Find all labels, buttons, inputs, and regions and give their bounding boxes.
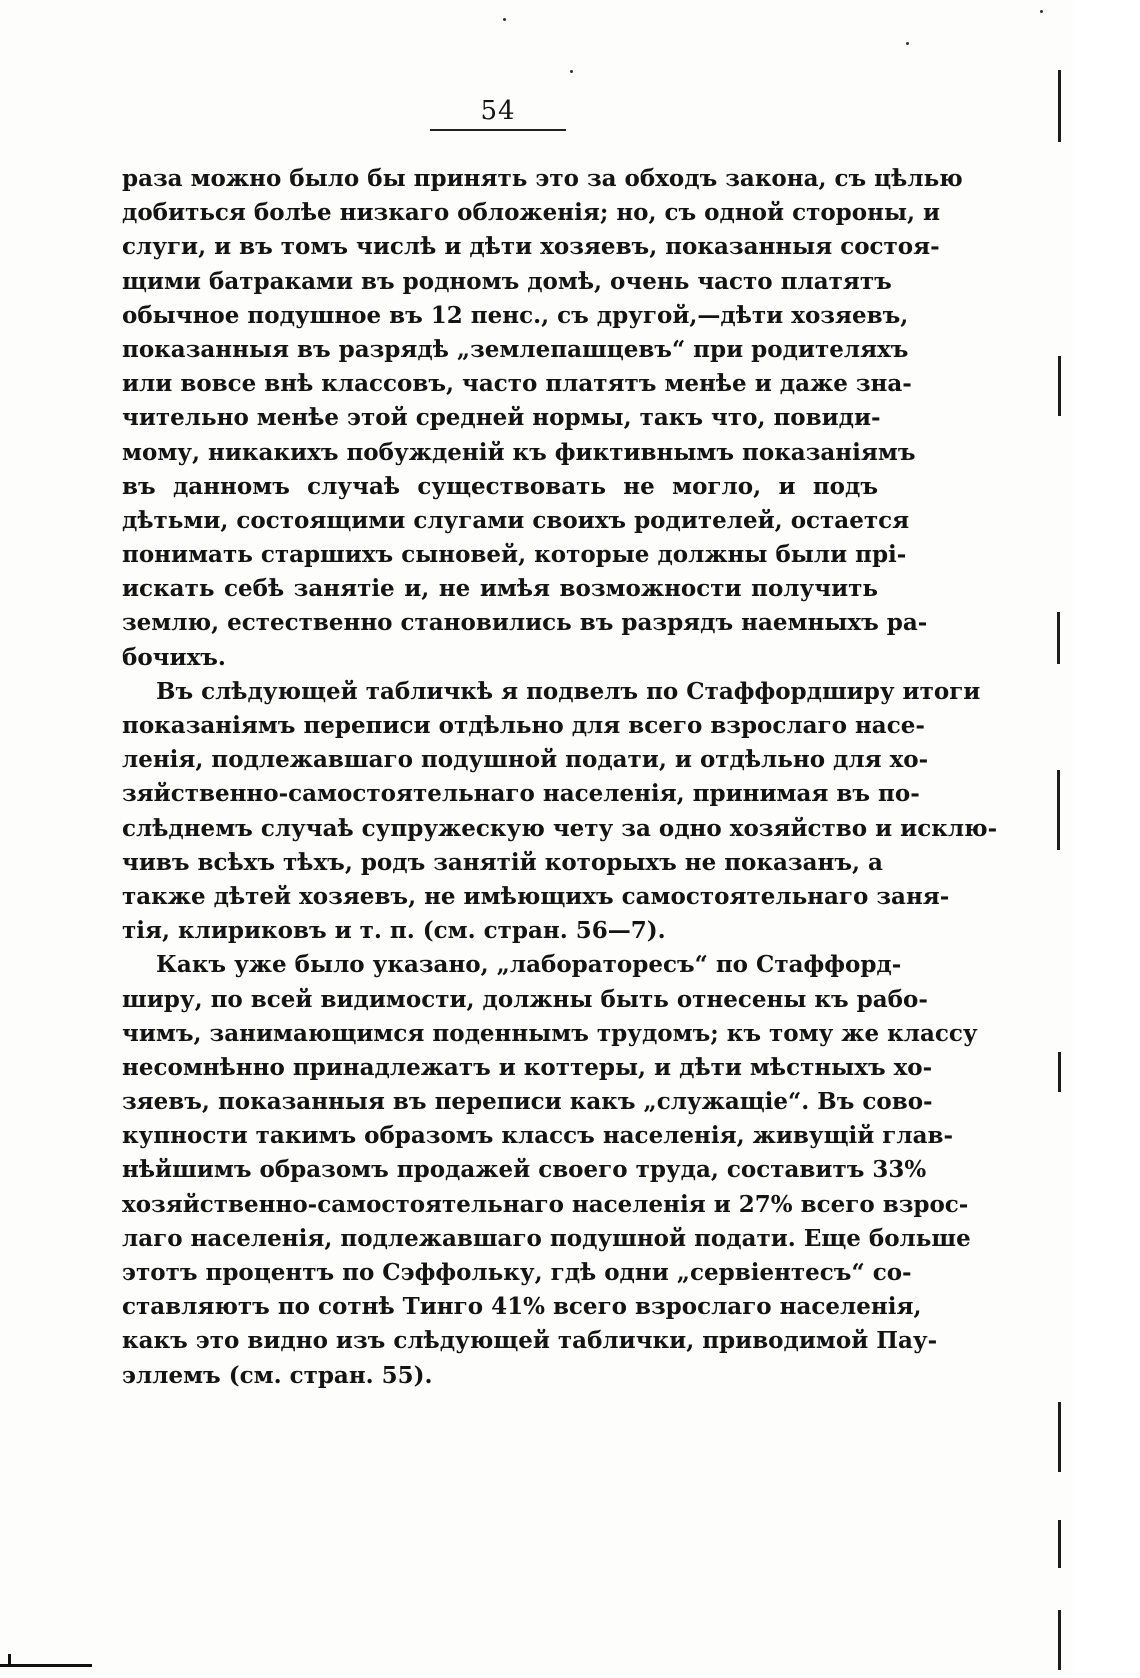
text-line: какъ это видно изъ слѣдующей таблички, приводимой Пау- <box>122 1327 938 1355</box>
text-line: хозяйственно-самостоятельнаго населенія и 27% всего взрос- <box>122 1190 969 1218</box>
text-line: зяйственно-самостоятельнаго населенія, принимая въ по- <box>122 780 920 808</box>
text-line: этотъ процентъ по Сэффольку, гдѣ одни „сервіентесъ“ со- <box>122 1259 912 1286</box>
paragraph-first-line: Въ слѣдующей табличкѣ я подвелъ по Стаффордширу итоги <box>156 677 981 705</box>
scan-speck <box>1040 10 1043 13</box>
text-line: показанныя въ разрядѣ „землепашцевъ“ при родителяхъ <box>122 335 909 363</box>
scan-margin-mark <box>1058 70 1061 142</box>
text-line: чительно менѣе этой средней нормы, такъ что, повиди- <box>122 404 881 432</box>
text-line: слуги, и въ томъ числѣ и дѣти хозяевъ, показанныя состоя- <box>122 233 940 261</box>
text-line: тія, клириковъ и т. п. (см. стран. 56—7). <box>122 917 666 945</box>
paragraph-first-line: Какъ уже было указано, „лабораторесъ“ по Стаффорд- <box>156 951 902 979</box>
scan-margin-mark <box>1058 1052 1061 1092</box>
text-line: раза можно было бы принять это за обходъ закона, съ цѣлью <box>122 165 963 192</box>
text-line: обычное подушное въ 12 пенс., съ другой,—дѣти хозяевъ, <box>122 301 909 329</box>
text-line: также дѣтей хозяевъ, не имѣющихъ самостоятельнаго заня- <box>122 882 950 910</box>
text-line: дѣтьми, состоящими слугами своихъ родителей, остается <box>122 506 910 534</box>
scan-margin-mark <box>1057 770 1060 850</box>
text-line: эллемъ (см. стран. 55). <box>122 1361 433 1389</box>
text-line: щими батраками въ родномъ домѣ, очень часто платятъ <box>122 267 892 295</box>
text-line: добиться болѣе низкаго обложенія; но, съ одной стороны, и <box>122 199 941 227</box>
text-line: землю, естественно становились въ разрядъ наемныхъ ра- <box>122 609 928 637</box>
text-line: чивъ всѣхъ тѣхъ, родъ занятій которыхъ не показанъ, а <box>122 848 883 876</box>
text-line: зяевъ, показанныя въ переписи какъ „служащіе“. Въ сово- <box>122 1088 933 1116</box>
scan-speck <box>906 42 909 45</box>
page-number: 54 <box>480 96 516 126</box>
scan-margin-mark <box>1058 356 1061 416</box>
text-line: ширу, по всей видимости, должны быть отнесены къ рабо- <box>122 985 928 1013</box>
text-line: бочихъ. <box>122 643 226 671</box>
scan-corner-line <box>0 1664 92 1667</box>
scan-speck <box>570 70 573 73</box>
header-rule <box>430 129 566 131</box>
scan-margin-mark <box>1058 1402 1061 1472</box>
text-line: мому, никакихъ побужденій къ фиктивнымъ показаніямъ <box>122 438 916 466</box>
body-text <box>122 162 998 1393</box>
text-line: нѣйшимъ образомъ продажей своего труда, составитъ 33% <box>122 1156 927 1184</box>
text-line: чимъ, занимающимся поденнымъ трудомъ; къ тому же классу <box>122 1019 978 1047</box>
text-line: слѣднемъ случаѣ супружескую чету за одно хозяйство и исклю- <box>122 814 998 842</box>
text-line: понимать старшихъ сыновей, которые должны были прі- <box>122 541 907 569</box>
scan-margin-mark <box>1058 1610 1061 1670</box>
text-line: ленія, подлежавшаго подушной подати, и отдѣльно для хо- <box>122 746 929 774</box>
text-line: въ данномъ случаѣ существовать не могло, и подъ <box>122 472 878 500</box>
text-line: показаніямъ переписи отдѣльно для всего взрослаго насе- <box>122 712 925 739</box>
text-line: или вовсе внѣ классовъ, часто платятъ менѣе и даже зна- <box>122 370 912 398</box>
text-line: искать себѣ занятіе и, не имѣя возможности получить <box>122 575 878 603</box>
scan-margin-mark <box>1058 1520 1061 1568</box>
text-line: несомнѣнно принадлежатъ и коттеры, и дѣти мѣстныхъ хо- <box>122 1053 933 1081</box>
scan-speck <box>503 18 506 21</box>
text-line: лаго населенія, подлежавшаго подушной подати. Еще больше <box>122 1224 971 1252</box>
text-line: купности такимъ образомъ классъ населенія, живущій глав- <box>122 1122 954 1150</box>
scan-margin-mark <box>1057 612 1060 664</box>
text-line: ставляютъ по сотнѣ Тинго 41% всего взрослаго населенія, <box>122 1293 922 1321</box>
